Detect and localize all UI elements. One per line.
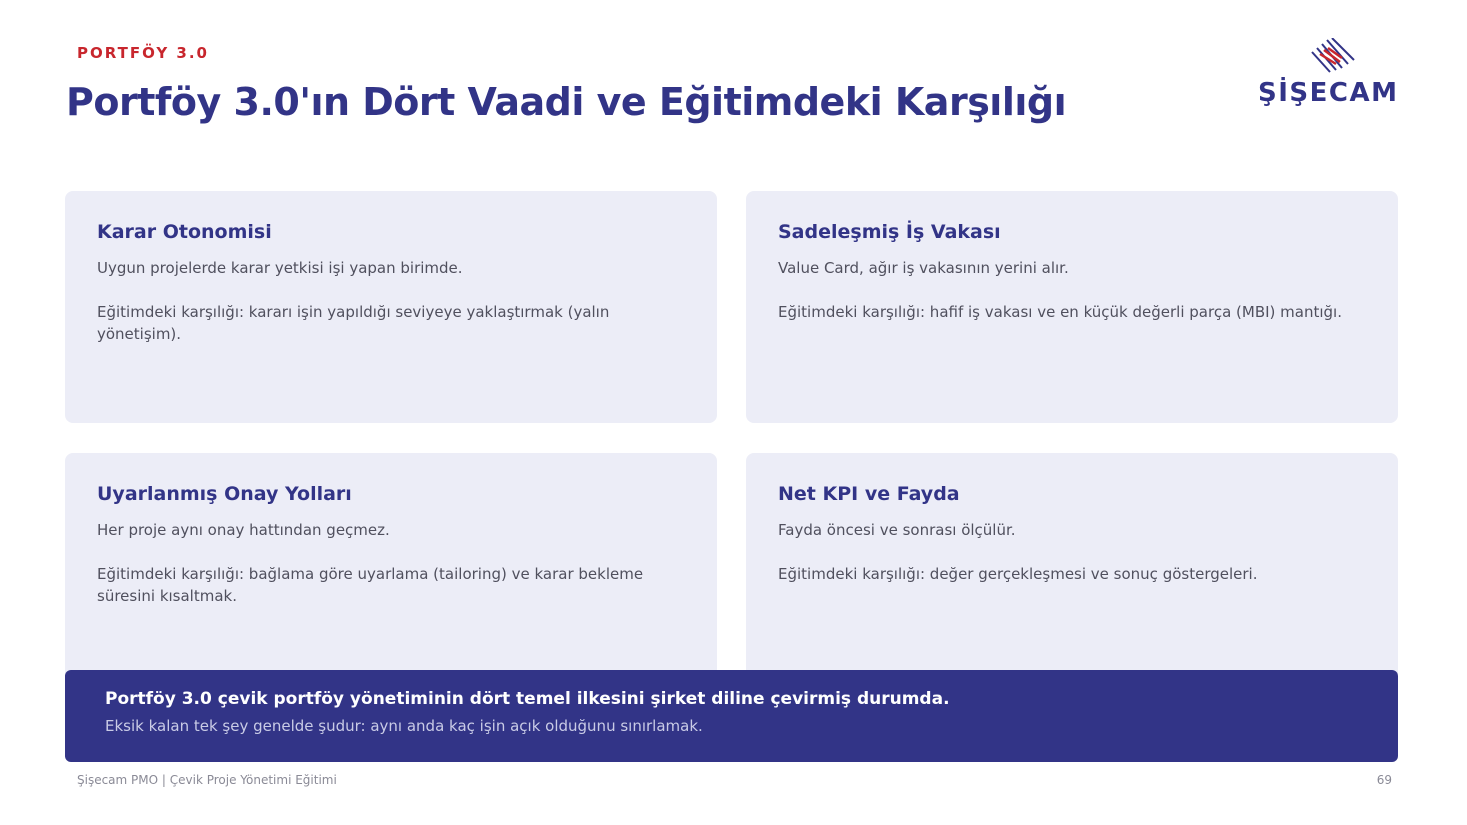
card-title: Karar Otonomisi	[97, 221, 272, 243]
card-karar-otonomisi	[65, 191, 717, 423]
card-detail: Eğitimdeki karşılığı: bağlama göre uyarlama (tailoring) ve karar bekleme süresini kısaltmak.	[97, 565, 644, 605]
card-uyarlanmis-onay-yollari	[65, 453, 717, 685]
section-eyebrow: PORTFÖY 3.0	[77, 44, 209, 62]
summary-banner	[65, 670, 1398, 762]
card-net-kpi-ve-fayda	[746, 453, 1398, 685]
card-title: Uyarlanmış Onay Yolları	[97, 483, 352, 505]
card-text: Uygun projelerde karar yetkisi işi yapan birimde.	[97, 259, 463, 277]
company-logo	[1256, 38, 1406, 110]
card-detail: Eğitimdeki karşılığı: hafif iş vakası ve en küçük değerli parça (MBI) mantığı.	[778, 303, 1342, 321]
card-text: Value Card, ağır iş vakasının yerini alır.	[778, 259, 1069, 277]
card-text: Fayda öncesi ve sonrası ölçülür.	[778, 521, 1016, 539]
card-title: Sadeleşmiş İş Vakası	[778, 221, 1001, 243]
card-text: Her proje aynı onay hattından geçmez.	[97, 521, 390, 539]
banner-subtext: Eksik kalan tek şey genelde şudur: aynı anda kaç işin açık olduğunu sınırlamak.	[105, 717, 703, 735]
page-number: 69	[1376, 773, 1392, 787]
page-title: Portföy 3.0'ın Dört Vaadi ve Eğitimdeki Karşılığı	[66, 80, 1067, 124]
banner-headline: Portföy 3.0 çevik portföy yönetiminin dört temel ilkesini şirket diline çevirmiş durumda.	[105, 689, 950, 709]
logo-wordmark: ŞİŞECAM	[1258, 78, 1399, 108]
card-detail: Eğitimdeki karşılığı: değer gerçekleşmesi ve sonuç göstergeleri.	[778, 565, 1258, 583]
sisecam-logo-icon	[1306, 38, 1358, 74]
card-title: Net KPI ve Fayda	[778, 483, 960, 505]
card-sadelesmis-is-vakasi	[746, 191, 1398, 423]
card-detail: Eğitimdeki karşılığı: kararı işin yapıldığı seviyeye yaklaştırmak (yalın yönetişim).	[97, 303, 610, 343]
footer-text: Şişecam PMO | Çevik Proje Yönetimi Eğitimi	[77, 773, 337, 787]
